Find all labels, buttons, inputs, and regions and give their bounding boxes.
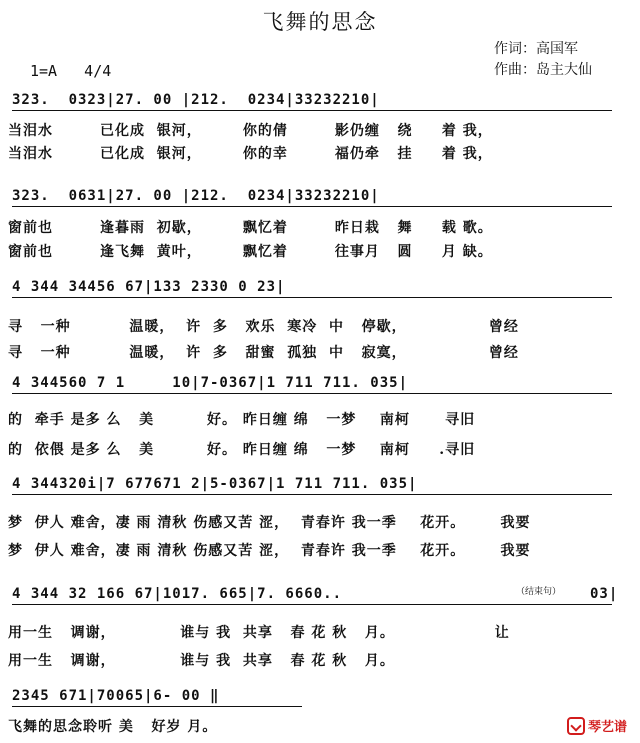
beam-line [12, 706, 302, 707]
melody-line: 323. 0631|27. 00 |212. 0234|33232210| [12, 188, 380, 204]
beam-line [12, 494, 612, 495]
lyric-line: 窗前也 逢飞舞 黄叶， 飘忆着 往事月 圆 月 缺。 [8, 244, 493, 260]
site-logo [567, 716, 627, 735]
page-title: 飞舞的思念 [262, 10, 378, 34]
lyric-line: 用一生 调谢， 谁与 我 共享 春 花 秋 月。 [8, 653, 395, 669]
melody-tail: 03| [590, 586, 619, 602]
beam-line [12, 110, 612, 111]
key-signature: 1=A 4/4 [30, 62, 112, 80]
lyric-line: 当泪水 已化成 银河， 你的幸 福仍牵 挂 着 我， [8, 146, 493, 162]
lyric-line: 的 牵手 是多 么 美 好。 昨日缠 绵 一梦 南柯 寻旧 [8, 412, 476, 428]
logo-text: 琴艺谱 [588, 720, 628, 735]
melody-line: 4 344560 7 1 10|7-0367|1 711 711. 035| [12, 375, 409, 391]
composer-credit: 作曲：岛主大仙 [494, 62, 592, 78]
logo-icon [567, 717, 585, 735]
beam-line [12, 206, 612, 207]
melody-line: 4 344 34456 67|133 2330 0 23| [12, 279, 286, 295]
beam-line [12, 604, 612, 605]
ending-note: （结束句） [516, 587, 562, 597]
lyric-line: 寻 一种 温暖， 许 多 甜蜜 孤独 中 寂寞， 曾经 [8, 345, 519, 361]
melody-line: 323. 0323|27. 00 |212. 0234|33232210| [12, 92, 380, 108]
lyric-line: 的 依偎 是多 么 美 好。 昨日缠 绵 一梦 南柯 .寻旧 [8, 442, 476, 458]
melody-line: 2345 671|70065|6- 00 ‖ [12, 688, 220, 704]
lyric-line: 飞舞的思念聆听 美 好岁 月。 [8, 719, 218, 735]
lyric-line: 梦 伊人 难舍，凄 雨 清秋 伤感又苦 涩， 青春许 我一季 花开。 我要 [8, 515, 531, 531]
lyricist-credit: 作词：高国军 [494, 41, 578, 57]
beam-line [12, 393, 612, 394]
melody-line: 4 344320i|7 677671 2|5-0367|1 711 711. 035| [12, 476, 418, 492]
melody-line: 4 344 32 166 67|1017. 665|7. 6660.. [12, 586, 343, 602]
lyric-line: 窗前也 逢暮雨 初歇， 飘忆着 昨日栽 舞 载 歌。 [8, 220, 493, 236]
lyric-line: 梦 伊人 难舍，凄 雨 清秋 伤感又苦 涩， 青春许 我一季 花开。 我要 [8, 543, 531, 559]
lyric-line: 当泪水 已化成 银河， 你的倩 影仍缠 绕 着 我， [8, 123, 493, 139]
lyric-line: 寻 一种 温暖， 许 多 欢乐 寒冷 中 停歇， 曾经 [8, 319, 519, 335]
beam-line [12, 297, 612, 298]
lyric-line: 用一生 调谢， 谁与 我 共享 春 花 秋 月。 让 [8, 625, 510, 641]
